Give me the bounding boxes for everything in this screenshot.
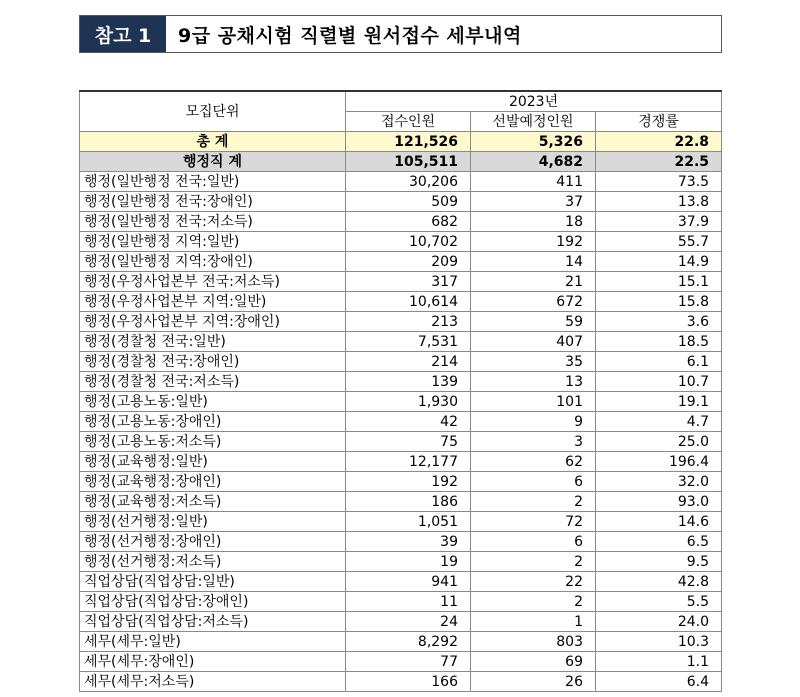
table-row — [80, 632, 722, 652]
header-ratio: 경쟁률 — [596, 112, 722, 132]
row-planned: 14 — [471, 252, 596, 272]
row-name: 직업상담(직업상담:장애인) — [80, 592, 346, 612]
table-row — [80, 192, 722, 212]
table-row — [80, 212, 722, 232]
subtotal-label: 행정직 계 — [80, 152, 346, 172]
row-ratio: 32.0 — [596, 472, 722, 492]
reference-tag: 참고 1 — [80, 16, 166, 52]
row-planned: 672 — [471, 292, 596, 312]
row-planned: 6 — [471, 472, 596, 492]
row-ratio: 37.9 — [596, 212, 722, 232]
table-row — [80, 292, 722, 312]
row-name: 세무(세무:저소득) — [80, 672, 346, 692]
row-applicants: 192 — [346, 472, 471, 492]
row-applicants: 24 — [346, 612, 471, 632]
row-name: 행정(선거행정:일반) — [80, 512, 346, 532]
total-applicants: 121,526 — [346, 132, 471, 152]
applications-table — [79, 90, 722, 692]
row-ratio: 6.4 — [596, 672, 722, 692]
row-planned: 407 — [471, 332, 596, 352]
subtotal-row — [80, 152, 722, 172]
row-name: 행정(우정사업본부 전국:저소득) — [80, 272, 346, 292]
row-planned: 69 — [471, 652, 596, 672]
row-planned: 2 — [471, 552, 596, 572]
row-name: 행정(일반행정 지역:장애인) — [80, 252, 346, 272]
row-ratio: 196.4 — [596, 452, 722, 472]
row-ratio: 9.5 — [596, 552, 722, 572]
document-title: 9급 공채시험 직렬별 원서접수 세부내역 — [178, 24, 522, 47]
row-ratio: 42.8 — [596, 572, 722, 592]
table-row — [80, 332, 722, 352]
row-applicants: 39 — [346, 532, 471, 552]
header-planned: 선발예정인원 — [471, 112, 596, 132]
total-planned: 5,326 — [471, 132, 596, 152]
row-planned: 13 — [471, 372, 596, 392]
row-planned: 22 — [471, 572, 596, 592]
table-row — [80, 612, 722, 632]
row-ratio: 55.7 — [596, 232, 722, 252]
subtotal-planned: 4,682 — [471, 152, 596, 172]
row-applicants: 166 — [346, 672, 471, 692]
row-applicants: 941 — [346, 572, 471, 592]
table-row — [80, 352, 722, 372]
row-ratio: 13.8 — [596, 192, 722, 212]
row-applicants: 1,930 — [346, 392, 471, 412]
row-name: 행정(고용노동:저소득) — [80, 432, 346, 452]
row-name: 행정(일반행정 전국:일반) — [80, 172, 346, 192]
table-row — [80, 172, 722, 192]
row-planned: 18 — [471, 212, 596, 232]
row-applicants: 12,177 — [346, 452, 471, 472]
row-applicants: 30,206 — [346, 172, 471, 192]
row-ratio: 14.9 — [596, 252, 722, 272]
table-row — [80, 372, 722, 392]
row-planned: 803 — [471, 632, 596, 652]
row-planned: 411 — [471, 172, 596, 192]
table-row — [80, 412, 722, 432]
row-applicants: 10,702 — [346, 232, 471, 252]
row-planned: 9 — [471, 412, 596, 432]
reference-title-box — [79, 15, 722, 53]
row-ratio: 6.5 — [596, 532, 722, 552]
table-row — [80, 592, 722, 612]
row-name: 행정(일반행정 전국:저소득) — [80, 212, 346, 232]
row-applicants: 317 — [346, 272, 471, 292]
row-applicants: 7,531 — [346, 332, 471, 352]
row-planned: 21 — [471, 272, 596, 292]
row-ratio: 4.7 — [596, 412, 722, 432]
row-planned: 2 — [471, 492, 596, 512]
row-name: 행정(고용노동:장애인) — [80, 412, 346, 432]
total-label: 총 계 — [80, 132, 346, 152]
subtotal-applicants: 105,511 — [346, 152, 471, 172]
row-planned: 26 — [471, 672, 596, 692]
row-name: 행정(우정사업본부 지역:일반) — [80, 292, 346, 312]
table-row — [80, 252, 722, 272]
row-name: 세무(세무:장애인) — [80, 652, 346, 672]
row-applicants: 8,292 — [346, 632, 471, 652]
row-applicants: 75 — [346, 432, 471, 452]
row-ratio: 24.0 — [596, 612, 722, 632]
total-ratio: 22.8 — [596, 132, 722, 152]
row-ratio: 10.3 — [596, 632, 722, 652]
row-applicants: 213 — [346, 312, 471, 332]
table-row — [80, 652, 722, 672]
row-applicants: 214 — [346, 352, 471, 372]
row-ratio: 5.5 — [596, 592, 722, 612]
row-ratio: 18.5 — [596, 332, 722, 352]
table-row — [80, 572, 722, 592]
row-name: 행정(고용노동:일반) — [80, 392, 346, 412]
table-row — [80, 452, 722, 472]
row-ratio: 19.1 — [596, 392, 722, 412]
row-ratio: 15.8 — [596, 292, 722, 312]
row-planned: 72 — [471, 512, 596, 532]
row-planned: 1 — [471, 612, 596, 632]
row-ratio: 10.7 — [596, 372, 722, 392]
row-name: 행정(일반행정 전국:장애인) — [80, 192, 346, 212]
table-row — [80, 312, 722, 332]
row-planned: 59 — [471, 312, 596, 332]
row-planned: 3 — [471, 432, 596, 452]
table-row — [80, 492, 722, 512]
row-name: 행정(경찰청 전국:장애인) — [80, 352, 346, 372]
table-row — [80, 512, 722, 532]
row-name: 행정(경찰청 전국:일반) — [80, 332, 346, 352]
row-planned: 35 — [471, 352, 596, 372]
row-name: 세무(세무:일반) — [80, 632, 346, 652]
total-row — [80, 132, 722, 152]
row-name: 행정(우정사업본부 지역:장애인) — [80, 312, 346, 332]
row-name: 행정(선거행정:저소득) — [80, 552, 346, 572]
header-year: 2023년 — [346, 91, 722, 112]
row-applicants: 42 — [346, 412, 471, 432]
row-applicants: 19 — [346, 552, 471, 572]
row-name: 행정(경찰청 전국:저소득) — [80, 372, 346, 392]
row-planned: 37 — [471, 192, 596, 212]
row-name: 행정(교육행정:장애인) — [80, 472, 346, 492]
table-row — [80, 392, 722, 412]
row-ratio: 25.0 — [596, 432, 722, 452]
table-row — [80, 472, 722, 492]
row-name: 행정(교육행정:일반) — [80, 452, 346, 472]
row-applicants: 509 — [346, 192, 471, 212]
subtotal-ratio: 22.5 — [596, 152, 722, 172]
row-name: 행정(교육행정:저소득) — [80, 492, 346, 512]
row-planned: 62 — [471, 452, 596, 472]
row-ratio: 73.5 — [596, 172, 722, 192]
row-applicants: 139 — [346, 372, 471, 392]
row-ratio: 93.0 — [596, 492, 722, 512]
header-applicants: 접수인원 — [346, 112, 471, 132]
row-applicants: 11 — [346, 592, 471, 612]
row-ratio: 15.1 — [596, 272, 722, 292]
row-applicants: 77 — [346, 652, 471, 672]
table-row — [80, 272, 722, 292]
row-planned: 192 — [471, 232, 596, 252]
table-row — [80, 232, 722, 252]
header-unit: 모집단위 — [80, 91, 346, 132]
table-row — [80, 672, 722, 692]
row-ratio: 14.6 — [596, 512, 722, 532]
row-applicants: 209 — [346, 252, 471, 272]
row-planned: 101 — [471, 392, 596, 412]
table-row — [80, 532, 722, 552]
row-name: 행정(일반행정 지역:일반) — [80, 232, 346, 252]
row-ratio: 3.6 — [596, 312, 722, 332]
row-ratio: 6.1 — [596, 352, 722, 372]
row-applicants: 10,614 — [346, 292, 471, 312]
table-row — [80, 432, 722, 452]
row-applicants: 682 — [346, 212, 471, 232]
row-name: 행정(선거행정:장애인) — [80, 532, 346, 552]
row-ratio: 1.1 — [596, 652, 722, 672]
row-name: 직업상담(직업상담:저소득) — [80, 612, 346, 632]
row-applicants: 1,051 — [346, 512, 471, 532]
row-name: 직업상담(직업상담:일반) — [80, 572, 346, 592]
row-applicants: 186 — [346, 492, 471, 512]
table-row — [80, 552, 722, 572]
row-planned: 6 — [471, 532, 596, 552]
row-planned: 2 — [471, 592, 596, 612]
